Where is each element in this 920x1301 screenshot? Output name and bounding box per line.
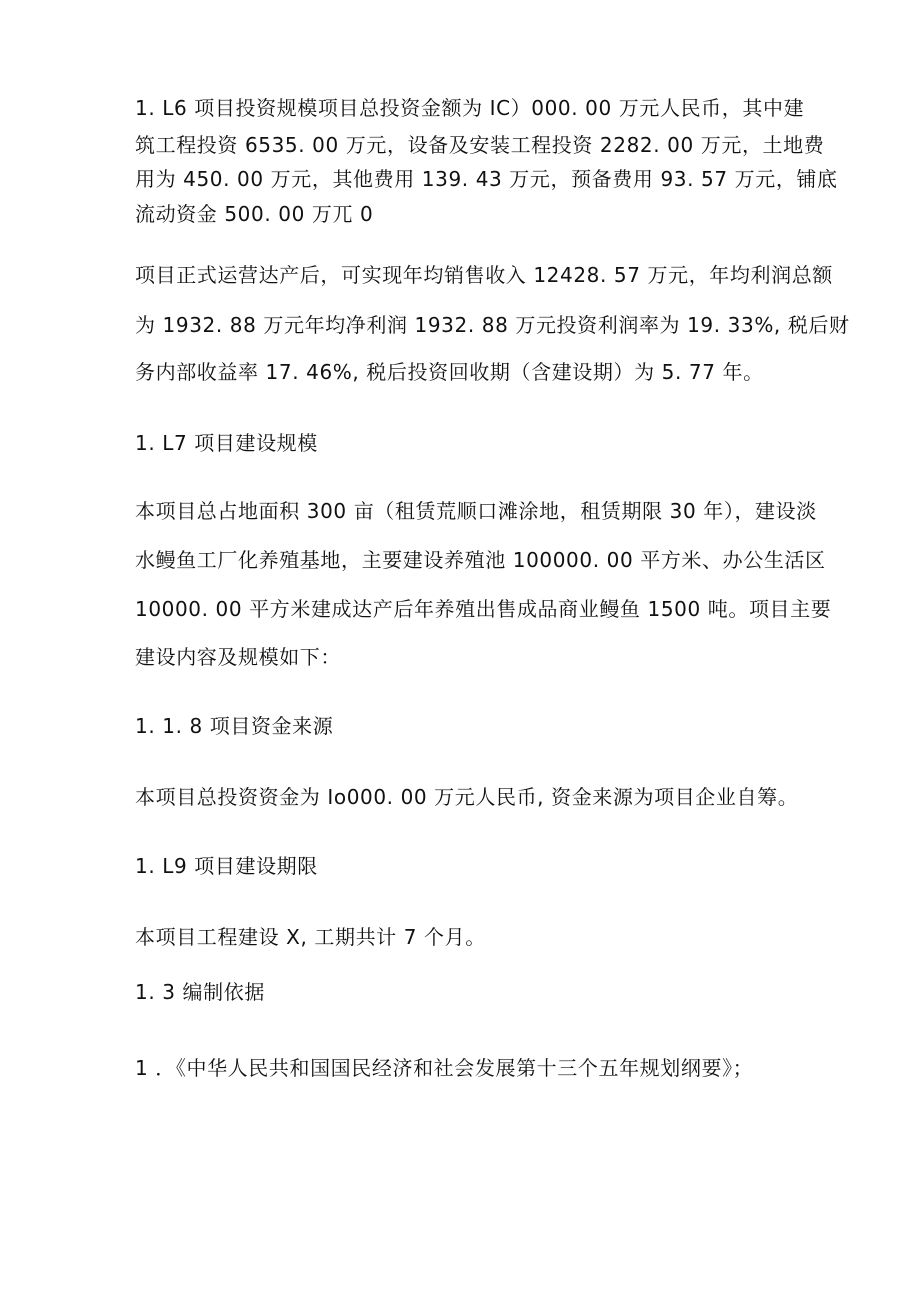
text-line: 流动资金 500. 00 万兀 0 (135, 202, 374, 226)
text-line: 建设内容及规模如下： (135, 645, 341, 669)
section-heading: 1. 1. 8 项目资金来源 (135, 714, 334, 738)
text-line: 筑工程投资 6535. 00 万元，设备及安装工程投资 2282. 00 万元，土地费 (135, 133, 825, 157)
text-line: 用为 450. 00 万元，其他费用 139. 43 万元，预备费用 93. 57 万元，铺底 (135, 167, 838, 191)
text-line: 本项目总投资资金为 Io000. 00 万元人民币, 资金来源为项目企业自筹。 (135, 785, 799, 809)
section-heading: 1. L7 项目建设规模 (135, 431, 318, 455)
text-line: 1. L6 项目投资规模项目总投资金额为 IC）000. 00 万元人民币，其中建 (135, 96, 805, 120)
text-line: 水鳗鱼工厂化养殖基地，主要建设养殖池 100000. 00 平方米、办公生活区 (135, 548, 826, 572)
text-line: 本项目总占地面积 300 亩（租赁荒顺口滩涂地，租赁期限 30 年），建设淡 (135, 499, 817, 523)
section-heading: 1. L9 项目建设期限 (135, 854, 318, 878)
text-line: 项目正式运营达产后，可实现年均销售收入 12428. 57 万元，年均利润总额 (135, 263, 833, 287)
text-line: 务内部收益率 17. 46%, 税后投资回收期（含建设期）为 5. 77 年。 (135, 360, 764, 384)
text-line: 10000. 00 平方米建成达产后年养殖出售成品商业鳗鱼 1500 吨。项目主要 (135, 597, 832, 621)
list-item: 1 ．《中华人民共和国国民经济和社会发展第十三个五年规划纲要》； (135, 1056, 754, 1080)
text-line: 为 1932. 88 万元年均净利润 1932. 88 万元投资利润率为 19. 33%, 税后财 (135, 313, 850, 337)
section-heading: 1. 3 编制依据 (135, 980, 265, 1004)
text-line: 本项目工程建设 X, 工期共计 7 个月。 (135, 925, 486, 949)
